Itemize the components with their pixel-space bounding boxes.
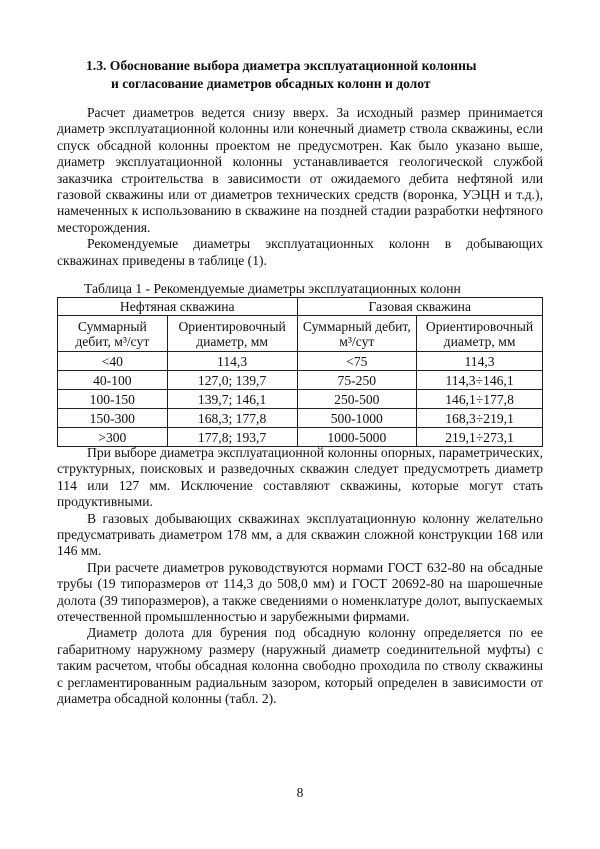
table-cell: 100-150 (58, 390, 168, 409)
section-heading (86, 57, 556, 93)
heading-line-2: и согласование диаметров обсадных колонн и долот (111, 76, 431, 91)
paragraph: Рекомендуемые диаметры эксплуатационных колонн в добывающих скважинах приведены в таблице (1). (57, 236, 543, 268)
table-cell: 168,3÷219,1 (417, 409, 543, 428)
table-cell: 139,7; 146,1 (167, 390, 297, 409)
table-cell: 114,3÷146,1 (417, 371, 543, 390)
table-sub-header-row (58, 316, 543, 352)
table-row (58, 390, 543, 409)
paragraph: При расчете диаметров руководствуются нормами ГОСТ 632-80 на обсадные трубы (19 типоразмеров от 114,3 до 508,0 мм) и ГОСТ 20692-80 на шарошечные долота (39 типоразмеров), а также сведениями о номенклатуре долот, выпускаемых отечественной промышленностью и зарубежными фирмами. (57, 559, 543, 625)
page-number: 8 (296, 785, 304, 800)
column-header: Ориентировочный диаметр, мм (167, 316, 297, 352)
table-cell: 40-100 (58, 371, 168, 390)
table-group-header-row (58, 298, 543, 316)
column-header: Ориентировочный диаметр, мм (417, 316, 543, 352)
table-cell: 114,3 (167, 352, 297, 371)
paragraph: Расчет диаметров ведется снизу вверх. За исходный размер принимается диаметр эксплуатационной колонны или конечный диаметр ствола скважины, если спуск обсадной колонны проектом не предусмотрен. Как было указано выше, диаметр эксплуатационной колонны устанавливается геологической службой заказчика строительства в зависимости от ожидаемого дебита нефтяной или газовой скважины или от диаметров технических средств (воронка, УЭЦН и т.д.), намеченных к использованию в скважине на поздней стадии разработки нефтяного месторождения. (57, 105, 543, 235)
column-header: Суммарный дебит, м³/сут (58, 316, 168, 352)
table-row (58, 371, 543, 390)
table-row (58, 352, 543, 371)
paragraph: В газовых добывающих скважинах эксплуатационную колонну желательно предусматривать диаметром 178 мм, а для скважин сложной конструкции 168 или 146 мм. (57, 510, 543, 559)
recommended-diameters-table (57, 297, 543, 447)
paragraph: Диаметр долота для бурения под обсадную колонну определяется по ее габаритному наружному размеру (наружный диаметр соединительной муфты) с таким расчетом, чтобы обсадная колонна свободно проходила по стволу скважины с регламентированным радиальным зазором, который определен в зависимости от диаметра обсадной колонны (табл. 2). (57, 625, 543, 707)
table-cell: 500-1000 (297, 409, 417, 428)
table-cell: 1000-5000 (297, 428, 417, 447)
table-cell: 75-250 (297, 371, 417, 390)
table-cell: 114,3 (417, 352, 543, 371)
table-cell: <75 (297, 352, 417, 371)
table-row (58, 409, 543, 428)
heading-line-1: 1.3. Обоснование выбора диаметра эксплуатационной колонны (86, 58, 477, 73)
body-text-top (57, 105, 543, 269)
table-cell: 219,1÷273,1 (417, 428, 543, 447)
table-caption: Таблица 1 - Рекомендуемые диаметры эксплуатационных колонн (84, 281, 461, 296)
body-text-bottom (57, 445, 543, 708)
table-cell: 177,8; 193,7 (167, 428, 297, 447)
table-cell: 146,1÷177,8 (417, 390, 543, 409)
table-cell: 250-500 (297, 390, 417, 409)
table-cell: <40 (58, 352, 168, 371)
group-header-oil-well: Нефтяная скважина (58, 298, 298, 316)
column-header: Суммарный дебит, м³/сут (297, 316, 417, 352)
paragraph: При выборе диаметра эксплуатационной колонны опорных, параметрических, структурных, поисковых и разведочных скважин следует предусмотреть диаметр 114 или 127 мм. Исключение составляют скважины, которые могут стать продуктивными. (57, 445, 543, 510)
table-cell: 150-300 (58, 409, 168, 428)
table-cell: 127,0; 139,7 (167, 371, 297, 390)
group-header-gas-well: Газовая скважина (297, 298, 542, 316)
table-cell: >300 (58, 428, 168, 447)
table-cell: 168,3; 177,8 (167, 409, 297, 428)
table-row (58, 428, 543, 447)
